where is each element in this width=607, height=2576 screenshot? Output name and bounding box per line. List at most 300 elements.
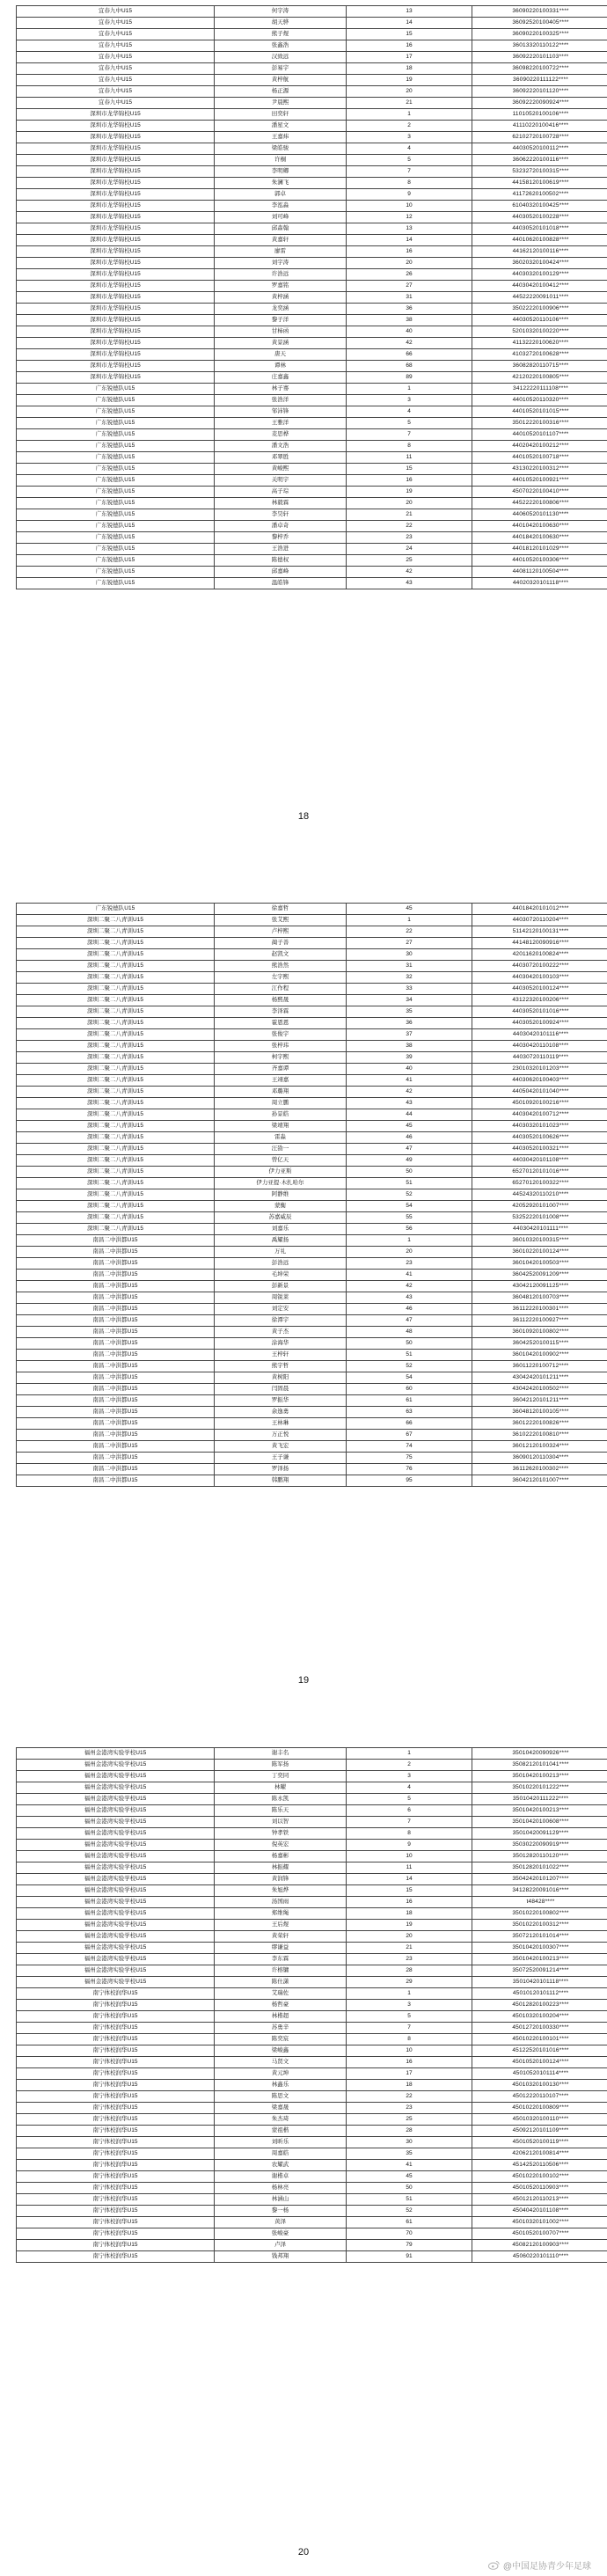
id-number-cell: 45010220100102**** [472,2171,607,2183]
roster-table [16,1747,607,2263]
table-row [17,1018,607,1029]
jersey-number-cell: 7 [347,2023,472,2034]
id-number-cell: 42052920101007**** [472,1201,607,1212]
player-name-cell: 苏勇辛 [215,2023,347,2034]
jersey-number-cell: 60 [347,1384,472,1395]
player-name-cell: 朱澜飞 [215,178,347,189]
jersey-number-cell: 39 [347,1052,472,1064]
id-number-cell: 44030420101108**** [472,1155,607,1167]
player-name-cell: 陈德权 [215,555,347,567]
id-number-cell: 44030520100626**** [472,1132,607,1144]
jersey-number-cell: 50 [347,2183,472,2194]
table-row [17,1155,607,1167]
player-name-cell: 张梓玮 [215,1041,347,1052]
id-number-cell: 35010420100213**** [472,1771,607,1782]
player-name-cell: 潘星文 [215,121,347,132]
team-cell: 深圳二聚二八青训U15 [17,1087,215,1098]
id-number-cell: 53232720100315**** [472,166,607,178]
table-row [17,1851,607,1862]
team-cell: 广东锐德队U15 [17,544,215,555]
team-cell: 福州金港湾实验学校U15 [17,1771,215,1782]
player-name-cell: 钱邦翔 [215,2251,347,2263]
id-number-cell: 45082120100903**** [472,2240,607,2251]
player-name-cell: 王林琳 [215,1418,347,1430]
page-20 [0,1707,607,2576]
player-name-cell: 关明宇 [215,475,347,487]
player-name-cell: 万正悦 [215,1430,347,1441]
id-number-cell: 36092220101103**** [472,52,607,63]
player-name-cell: 艾瑞佐 [215,1988,347,2000]
player-name-cell: 周锐莱 [215,1292,347,1304]
table-row [17,246,607,258]
player-name-cell: 黄元坤 [215,2068,347,2080]
table-row [17,1897,607,1908]
player-name-cell: 罗振华 [215,1395,347,1407]
team-cell: 宜春九中U15 [17,52,215,63]
jersey-number-cell: 41 [347,1075,472,1087]
player-name-cell: 刘以智 [215,1817,347,1828]
player-name-cell: 黄梓涵 [215,292,347,304]
player-name-cell: 梁峻鑫 [215,2045,347,2057]
id-number-cell: 44020320101118**** [472,578,607,589]
id-number-cell: 44162120100116**** [472,246,607,258]
player-name-cell: 黎梓乔 [215,532,347,544]
id-number-cell: 51142120100131**** [472,926,607,938]
team-cell: 广东锐德队U15 [17,904,215,915]
table-row [17,1167,607,1178]
table-row [17,1247,607,1258]
player-name-cell: 林楷超 [215,2011,347,2023]
team-cell: 宜春九中U15 [17,40,215,52]
id-number-cell: 36092220090924**** [472,98,607,109]
jersey-number-cell: 33 [347,984,472,995]
id-number-cell: 45010120101112**** [472,1988,607,2000]
jersey-number-cell: 31 [347,292,472,304]
id-number-cell: 34128220091016**** [472,1885,607,1897]
table-row [17,178,607,189]
player-name-cell: 朱杰琦 [215,2114,347,2126]
team-cell: 深圳二聚二八青训U15 [17,1224,215,1235]
player-name-cell: 毛坤荣 [215,1270,347,1281]
id-number-cell: 11010520100106**** [472,109,607,121]
jersey-number-cell: 49 [347,1155,472,1167]
table-row [17,326,607,338]
player-name-cell: 左宇熙 [215,972,347,984]
jersey-number-cell: 21 [347,509,472,521]
team-cell: 广东锐德队U15 [17,521,215,532]
jersey-number-cell: 76 [347,1464,472,1475]
table-row [17,143,607,155]
player-name-cell: 汉致远 [215,52,347,63]
player-name-cell: 孙景皓 [215,1109,347,1121]
team-cell: 南宁体校润华U15 [17,2103,215,2114]
team-cell: 南昌二中洪都U15 [17,1453,215,1464]
jersey-number-cell: 30 [347,949,472,961]
team-cell: 广东锐德队U15 [17,406,215,418]
jersey-number-cell: 21 [347,1943,472,1954]
table-row [17,418,607,429]
id-number-cell: 36012220100826**** [472,1418,607,1430]
table-row [17,2011,607,2023]
team-cell: 深圳二聚二八青训U15 [17,1178,215,1189]
player-name-cell: 陈军扬 [215,1760,347,1771]
table-row [17,452,607,464]
player-name-cell: 黄梓航 [215,75,347,86]
id-number-cell: 36082820110715**** [472,361,607,372]
jersey-number-cell: 3 [347,2000,472,2011]
table-row [17,1087,607,1098]
jersey-number-cell: 29 [347,1977,472,1988]
player-name-cell: 闫固晨 [215,1384,347,1395]
team-cell: 广东锐德队U15 [17,429,215,441]
id-number-cell: 45010320100130**** [472,2080,607,2091]
table-row [17,938,607,949]
table-row [17,2068,607,2080]
jersey-number-cell: 95 [347,1475,472,1487]
table-row [17,155,607,166]
table-row [17,1144,607,1155]
table-row [17,1395,607,1407]
team-cell: 宜春九中U15 [17,29,215,40]
player-name-cell: 雷淼 [215,1132,347,1144]
id-number-cell: 44030720110119**** [472,1052,607,1064]
team-cell: 深圳市龙华锦校U15 [17,121,215,132]
page-number: 19 [297,1675,310,1686]
jersey-number-cell: 5 [347,418,472,429]
team-cell: 南昌二中洪都U15 [17,1281,215,1292]
id-number-cell: 43042420100502**** [472,1384,607,1395]
jersey-number-cell: 19 [347,75,472,86]
id-number-cell: 45122520101016**** [472,2045,607,2057]
id-number-cell: 35010420100213**** [472,1805,607,1817]
player-name-cell: 熊宇哲 [215,1361,347,1372]
table-row [17,304,607,315]
team-cell: 南昌二中洪都U15 [17,1361,215,1372]
team-cell: 广东锐德队U15 [17,509,215,521]
table-row [17,121,607,132]
table-row [17,498,607,509]
jersey-number-cell: 3 [347,395,472,406]
player-name-cell: 许桐 [215,155,347,166]
player-name-cell: 朱旭烨 [215,1885,347,1897]
jersey-number-cell: 8 [347,1828,472,1840]
player-name-cell: 王浩进 [215,544,347,555]
player-name-cell: 林鑫乐 [215,2080,347,2091]
team-cell: 南昌二中洪都U15 [17,1247,215,1258]
id-number-cell: 45010320100110**** [472,2114,607,2126]
player-name-cell: 王嘉炜 [215,132,347,143]
player-name-cell: 张浩洋 [215,395,347,406]
id-number-cell: 35012820101022**** [472,1862,607,1874]
id-number-cell: t48428**** [472,1897,607,1908]
player-name-cell: 周立鹏 [215,1098,347,1109]
id-number-cell: 45010220100809**** [472,2103,607,2114]
team-cell: 深圳二聚二八青训U15 [17,915,215,926]
jersey-number-cell: 23 [347,1954,472,1965]
jersey-number-cell: 61 [347,1395,472,1407]
table-row [17,429,607,441]
jersey-number-cell: 21 [347,98,472,109]
table-row [17,1885,607,1897]
id-number-cell: 44030420101116**** [472,1029,607,1041]
jersey-number-cell: 51 [347,2194,472,2206]
team-cell: 深圳市龙华锦校U15 [17,223,215,235]
page-18 [0,0,607,845]
id-number-cell: 45010520100707**** [472,2228,607,2240]
id-number-cell: 45010520110903**** [472,2183,607,2194]
player-name-cell: 杨熙晟 [215,995,347,1006]
player-name-cell: 齐嘉谭 [215,1064,347,1075]
team-cell: 南昌二中洪都U15 [17,1235,215,1247]
team-cell: 深圳市龙华锦校U15 [17,304,215,315]
id-number-cell: 35010420100213**** [472,1954,607,1965]
team-cell: 南宁体校润华U15 [17,2126,215,2137]
table-row [17,961,607,972]
id-number-cell: 45010920100216**** [472,1098,607,1109]
team-cell: 南宁体校润华U15 [17,2251,215,2263]
player-name-cell: 黄荣轩 [215,1931,347,1943]
player-name-cell: 王翊嘉 [215,1075,347,1087]
id-number-cell: 44050420101040**** [472,1087,607,1098]
player-name-cell: 周嘉皓 [215,2148,347,2160]
team-cell: 广东锐德队U15 [17,487,215,498]
jersey-number-cell: 42 [347,1281,472,1292]
player-name-cell: 张艾熙 [215,915,347,926]
team-cell: 深圳二聚二八青训U15 [17,1212,215,1224]
id-number-cell: 35010220100312**** [472,1920,607,1931]
jersey-number-cell: 43 [347,1292,472,1304]
id-number-cell: 65270120100322**** [472,1178,607,1189]
team-cell: 深圳二聚二八青训U15 [17,1018,215,1029]
table-row [17,1064,607,1075]
id-number-cell: 44030720110204**** [472,915,607,926]
jersey-number-cell: 20 [347,1931,472,1943]
jersey-number-cell: 20 [347,498,472,509]
table-row [17,63,607,75]
player-name-cell: 刘嘉乐 [215,1224,347,1235]
team-cell: 深圳市龙华锦校U15 [17,338,215,349]
id-number-cell: 35010420090926**** [472,1748,607,1760]
team-cell: 深圳二聚二八青训U15 [17,961,215,972]
id-number-cell: 44018420101012**** [472,904,607,915]
team-cell: 南宁体校润华U15 [17,1988,215,2000]
team-cell: 南昌二中洪都U15 [17,1292,215,1304]
player-name-cell: 刘定安 [215,1304,347,1315]
table-row [17,1201,607,1212]
team-cell: 福州金港湾实验学校U15 [17,1920,215,1931]
jersey-number-cell: 16 [347,475,472,487]
player-name-cell: 伊力亚提·木扎哈尔 [215,1178,347,1189]
jersey-number-cell: 54 [347,1372,472,1384]
id-number-cell: 45010320101002**** [472,2217,607,2228]
team-cell: 宜春九中U15 [17,6,215,18]
table-row [17,2217,607,2228]
player-name-cell: 谢楷卓 [215,2171,347,2183]
jersey-number-cell: 16 [347,40,472,52]
jersey-number-cell: 9 [347,1840,472,1851]
watermark [488,2558,591,2572]
team-cell: 深圳二聚二八青训U15 [17,1041,215,1052]
table-row [17,1315,607,1327]
id-number-cell: 53252220101008**** [472,1212,607,1224]
table-row [17,567,607,578]
team-cell: 福州金港湾实验学校U15 [17,1782,215,1794]
player-name-cell: 甘柿函 [215,326,347,338]
table-row [17,2171,607,2183]
jersey-number-cell: 43 [347,578,472,589]
player-name-cell: 熊浩然 [215,961,347,972]
team-cell: 福州金港湾实验学校U15 [17,1862,215,1874]
id-number-cell: 35072120101014**** [472,1931,607,1943]
jersey-number-cell: 67 [347,1430,472,1441]
team-cell: 深圳市龙华锦校U15 [17,155,215,166]
table-row [17,1771,607,1782]
jersey-number-cell: 8 [347,2034,472,2045]
player-name-cell: 彭浩远 [215,1258,347,1270]
jersey-number-cell: 15 [347,29,472,40]
table-row [17,223,607,235]
id-number-cell: 44030520101016**** [472,1006,607,1018]
team-cell: 深圳市龙华锦校U15 [17,143,215,155]
player-name-cell: 农耀武 [215,2160,347,2171]
id-number-cell: 36010320100315**** [472,1235,607,1247]
team-cell: 福州金港湾实验学校U15 [17,1885,215,1897]
jersey-number-cell: 36 [347,304,472,315]
jersey-number-cell: 14 [347,18,472,29]
table-row [17,1052,607,1064]
team-cell: 南昌二中洪都U15 [17,1407,215,1418]
table-row [17,1041,607,1052]
table-row [17,1760,607,1771]
team-cell: 广东锐德队U15 [17,418,215,429]
id-number-cell: 52010320100220**** [472,326,607,338]
player-name-cell: 郭卓 [215,189,347,201]
id-number-cell: 36042120101007**** [472,1475,607,1487]
player-name-cell: 李东霖 [215,1954,347,1965]
player-name-cell: 陈仕潇 [215,1977,347,1988]
jersey-number-cell: 66 [347,1418,472,1430]
id-number-cell: 65270120101016**** [472,1167,607,1178]
jersey-number-cell: 11 [347,452,472,464]
table-row [17,1075,607,1087]
id-number-cell: 35010420100608**** [472,1817,607,1828]
team-cell: 深圳市龙华锦校U15 [17,178,215,189]
jersey-number-cell: 6 [347,1805,472,1817]
jersey-number-cell: 10 [347,2045,472,2057]
team-cell: 南昌二中洪都U15 [17,1395,215,1407]
id-number-cell: 45010520100119**** [472,2137,607,2148]
player-name-cell: 禹耀扬 [215,1235,347,1247]
jersey-number-cell: 25 [347,2114,472,2126]
table-row [17,2114,607,2126]
team-cell: 广东锐德队U15 [17,475,215,487]
team-cell: 深圳市龙华锦校U15 [17,189,215,201]
table-row [17,1954,607,1965]
jersey-number-cell: 42 [347,1087,472,1098]
player-name-cell: 谢丰名 [215,1748,347,1760]
player-name-cell: 黄子杰 [215,1327,347,1338]
table-row [17,1132,607,1144]
table-row [17,132,607,143]
player-name-cell: 罗嘉铭 [215,281,347,292]
player-name-cell: 黄树阳 [215,1372,347,1384]
table-row [17,2057,607,2068]
team-cell: 南昌二中洪都U15 [17,1315,215,1327]
jersey-number-cell: 19 [347,1920,472,1931]
id-number-cell: 43130220100312**** [472,464,607,475]
page-19 [0,845,607,1707]
team-cell: 南昌二中洪都U15 [17,1441,215,1453]
jersey-number-cell: 50 [347,1338,472,1350]
table-row [17,2148,607,2160]
player-name-cell: 高子琮 [215,487,347,498]
table-row [17,1817,607,1828]
team-cell: 南宁体校润华U15 [17,2091,215,2103]
id-number-cell: 45010520100124**** [472,2057,607,2068]
jersey-number-cell: 55 [347,1212,472,1224]
table-row [17,926,607,938]
jersey-number-cell: 91 [347,2251,472,2263]
table-row [17,441,607,452]
table-row [17,2034,607,2045]
team-cell: 福州金港湾实验学校U15 [17,1805,215,1817]
table-row [17,1977,607,1988]
table-row [17,1931,607,1943]
player-name-cell: 刘宇涛 [215,258,347,269]
jersey-number-cell: 17 [347,52,472,63]
team-cell: 福州金港湾实验学校U15 [17,1851,215,1862]
player-name-cell: 杨嘉彬 [215,1851,347,1862]
player-name-cell: 林子骞 [215,384,347,395]
jersey-number-cell: 1 [347,1748,472,1760]
team-cell: 深圳市龙华锦校U15 [17,109,215,121]
player-name-cell: 苏嘉威辰 [215,1212,347,1224]
jersey-number-cell: 23 [347,532,472,544]
player-name-cell: 韩鹏翔 [215,1475,347,1487]
player-name-cell: 邓璐翔 [215,1087,347,1098]
table-row [17,972,607,984]
player-name-cell: 黄泽 [215,2217,347,2228]
id-number-cell: 35010220100802**** [472,1908,607,1920]
team-cell: 南昌二中洪都U15 [17,1430,215,1441]
team-cell: 南宁体校润华U15 [17,2023,215,2034]
player-name-cell: 龙奕涵 [215,304,347,315]
id-number-cell: 36042520091209**** [472,1270,607,1281]
id-number-cell: 61040320100425**** [472,201,607,212]
id-number-cell: 36010420100503**** [472,1258,607,1270]
team-cell: 广东锐德队U15 [17,498,215,509]
player-name-cell: 蒙祖楷 [215,2126,347,2137]
table-row [17,1464,607,1475]
player-name-cell: 赵凯文 [215,949,347,961]
jersey-number-cell: 17 [347,2068,472,2080]
jersey-number-cell: 14 [347,1874,472,1885]
table-row [17,1943,607,1954]
id-number-cell: 43042120091125**** [472,1281,607,1292]
team-cell: 南宁体校润华U15 [17,2217,215,2228]
table-row [17,1384,607,1395]
table-row [17,1212,607,1224]
page-number: 18 [297,811,310,822]
table-row [17,521,607,532]
player-name-cell: 王雅洋 [215,418,347,429]
jersey-number-cell: 1 [347,915,472,926]
id-number-cell: 35010220101222**** [472,1782,607,1794]
player-name-cell: 罗泽扬 [215,1464,347,1475]
id-number-cell: 44030420100412**** [472,281,607,292]
player-name-cell: 江作程 [215,984,347,995]
table-row [17,1988,607,2000]
